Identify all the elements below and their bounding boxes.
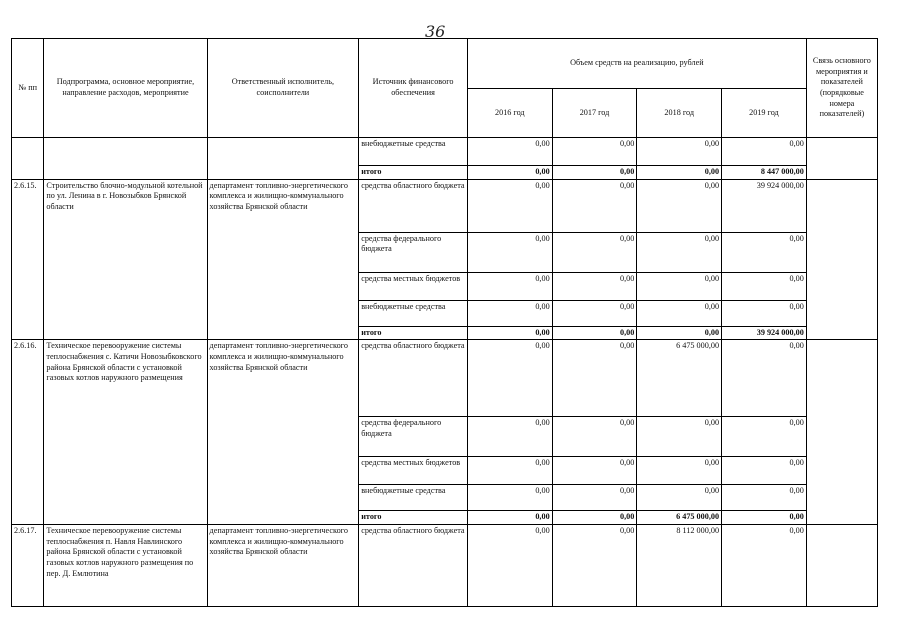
cell-value: 0,00 xyxy=(722,485,807,511)
cell-value: 0,00 xyxy=(637,417,722,457)
cell-value: 0,00 xyxy=(467,485,552,511)
cell-source: итого xyxy=(359,166,468,180)
cell-value: 0,00 xyxy=(467,524,552,606)
cell-value: 0,00 xyxy=(552,272,637,300)
cell-value: 0,00 xyxy=(722,232,807,272)
cell-value: 0,00 xyxy=(722,138,807,166)
cell-program: Техническое перевооружение системы теплоснабжения с. Катичи Новозыбковского района Брянской области с установкой газовых котлов наружного размещения xyxy=(44,340,207,525)
cell-value: 0,00 xyxy=(552,326,637,340)
cell-value: 0,00 xyxy=(467,272,552,300)
cell-value: 0,00 xyxy=(722,511,807,525)
cell-value: 0,00 xyxy=(637,326,722,340)
cell-source: средства федерального бюджета xyxy=(359,232,468,272)
cell-value: 0,00 xyxy=(722,524,807,606)
cell-source: средства областного бюджета xyxy=(359,524,468,606)
cell-source: средства местных бюджетов xyxy=(359,457,468,485)
cell-value: 0,00 xyxy=(637,138,722,166)
cell-responsible xyxy=(207,138,359,180)
cell-source: средства областного бюджета xyxy=(359,179,468,232)
cell-value: 0,00 xyxy=(552,417,637,457)
cell-value: 0,00 xyxy=(552,300,637,326)
table-row xyxy=(12,138,878,166)
cell-value: 0,00 xyxy=(637,232,722,272)
cell-value: 0,00 xyxy=(722,272,807,300)
cell-value: 0,00 xyxy=(552,232,637,272)
cell-value: 0,00 xyxy=(467,511,552,525)
cell-source: внебюджетные средства xyxy=(359,138,468,166)
cell-program xyxy=(44,138,207,180)
cell-value: 0,00 xyxy=(552,524,637,606)
cell-nn: 2.6.16. xyxy=(12,340,44,525)
cell-value: 0,00 xyxy=(637,457,722,485)
cell-value: 0,00 xyxy=(552,485,637,511)
cell-responsible: департамент топливно-энергетического комплекса и жилищно-коммунального хозяйства Брянской области xyxy=(207,179,359,340)
cell-value: 0,00 xyxy=(552,457,637,485)
cell-value: 0,00 xyxy=(637,166,722,180)
header-amount: Объем средств на реализацию, рублей xyxy=(467,39,806,89)
cell-value: 0,00 xyxy=(722,340,807,417)
cell-source: итого xyxy=(359,326,468,340)
cell-link xyxy=(806,524,877,606)
cell-value: 0,00 xyxy=(552,511,637,525)
table-row xyxy=(12,524,878,606)
cell-value: 0,00 xyxy=(467,340,552,417)
header-source: Источник финансового обеспечения xyxy=(359,39,468,138)
cell-nn: 2.6.15. xyxy=(12,179,44,340)
header-year: 2016 год xyxy=(467,89,552,138)
cell-link xyxy=(806,138,877,180)
cell-value: 0,00 xyxy=(467,326,552,340)
header-responsible: Ответственный исполнитель, соисполнители xyxy=(207,39,359,138)
header-year: 2018 год xyxy=(637,89,722,138)
header-nn: № пп xyxy=(12,39,44,138)
cell-value: 0,00 xyxy=(722,300,807,326)
cell-value: 0,00 xyxy=(467,138,552,166)
cell-responsible: департамент топливно-энергетического комплекса и жилищно-коммунального хозяйства Брянской области xyxy=(207,340,359,525)
cell-program: Строительство блочно-модульной котельной по ул. Ленина в г. Новозыбков Брянской области xyxy=(44,179,207,340)
header-year: 2019 год xyxy=(722,89,807,138)
cell-value: 0,00 xyxy=(467,179,552,232)
cell-value: 0,00 xyxy=(467,457,552,485)
cell-source: средства местных бюджетов xyxy=(359,272,468,300)
header-link: Связь основного мероприятия и показателей (порядковые номера показателей) xyxy=(806,39,877,138)
cell-value: 0,00 xyxy=(552,166,637,180)
cell-source: средства федерального бюджета xyxy=(359,417,468,457)
cell-value: 8 447 000,00 xyxy=(722,166,807,180)
cell-source: внебюджетные средства xyxy=(359,300,468,326)
cell-program: Техническое перевооружение системы теплоснабжения п. Навля Навлинского района Брянской области с установкой газовых котлов наружного размещения по пер. Д. Емлютина xyxy=(44,524,207,606)
cell-value: 0,00 xyxy=(637,485,722,511)
cell-value: 0,00 xyxy=(552,138,637,166)
cell-value: 0,00 xyxy=(637,179,722,232)
cell-link xyxy=(806,340,877,525)
cell-value: 0,00 xyxy=(552,179,637,232)
cell-value: 6 475 000,00 xyxy=(637,340,722,417)
cell-value: 39 924 000,00 xyxy=(722,179,807,232)
cell-source: внебюджетные средства xyxy=(359,485,468,511)
cell-value: 0,00 xyxy=(467,166,552,180)
cell-value: 0,00 xyxy=(467,300,552,326)
cell-source: итого xyxy=(359,511,468,525)
cell-value: 8 112 000,00 xyxy=(637,524,722,606)
cell-value: 6 475 000,00 xyxy=(637,511,722,525)
cell-value: 0,00 xyxy=(637,272,722,300)
cell-responsible: департамент топливно-энергетического комплекса и жилищно-коммунального хозяйства Брянской области xyxy=(207,524,359,606)
cell-nn xyxy=(12,138,44,180)
cell-value: 0,00 xyxy=(467,232,552,272)
cell-value: 0,00 xyxy=(552,340,637,417)
cell-value: 0,00 xyxy=(722,457,807,485)
cell-source: средства областного бюджета xyxy=(359,340,468,417)
header-program: Подпрограмма, основное мероприятие, направление расходов, мероприятие xyxy=(44,39,207,138)
table-row xyxy=(12,179,878,232)
cell-value: 39 924 000,00 xyxy=(722,326,807,340)
cell-value: 0,00 xyxy=(637,300,722,326)
cell-link xyxy=(806,179,877,340)
header-year: 2017 год xyxy=(552,89,637,138)
page-number: 36 xyxy=(425,22,446,41)
cell-value: 0,00 xyxy=(467,417,552,457)
table-row xyxy=(12,340,878,417)
funding-table xyxy=(11,38,878,607)
cell-value: 0,00 xyxy=(722,417,807,457)
cell-nn: 2.6.17. xyxy=(12,524,44,606)
